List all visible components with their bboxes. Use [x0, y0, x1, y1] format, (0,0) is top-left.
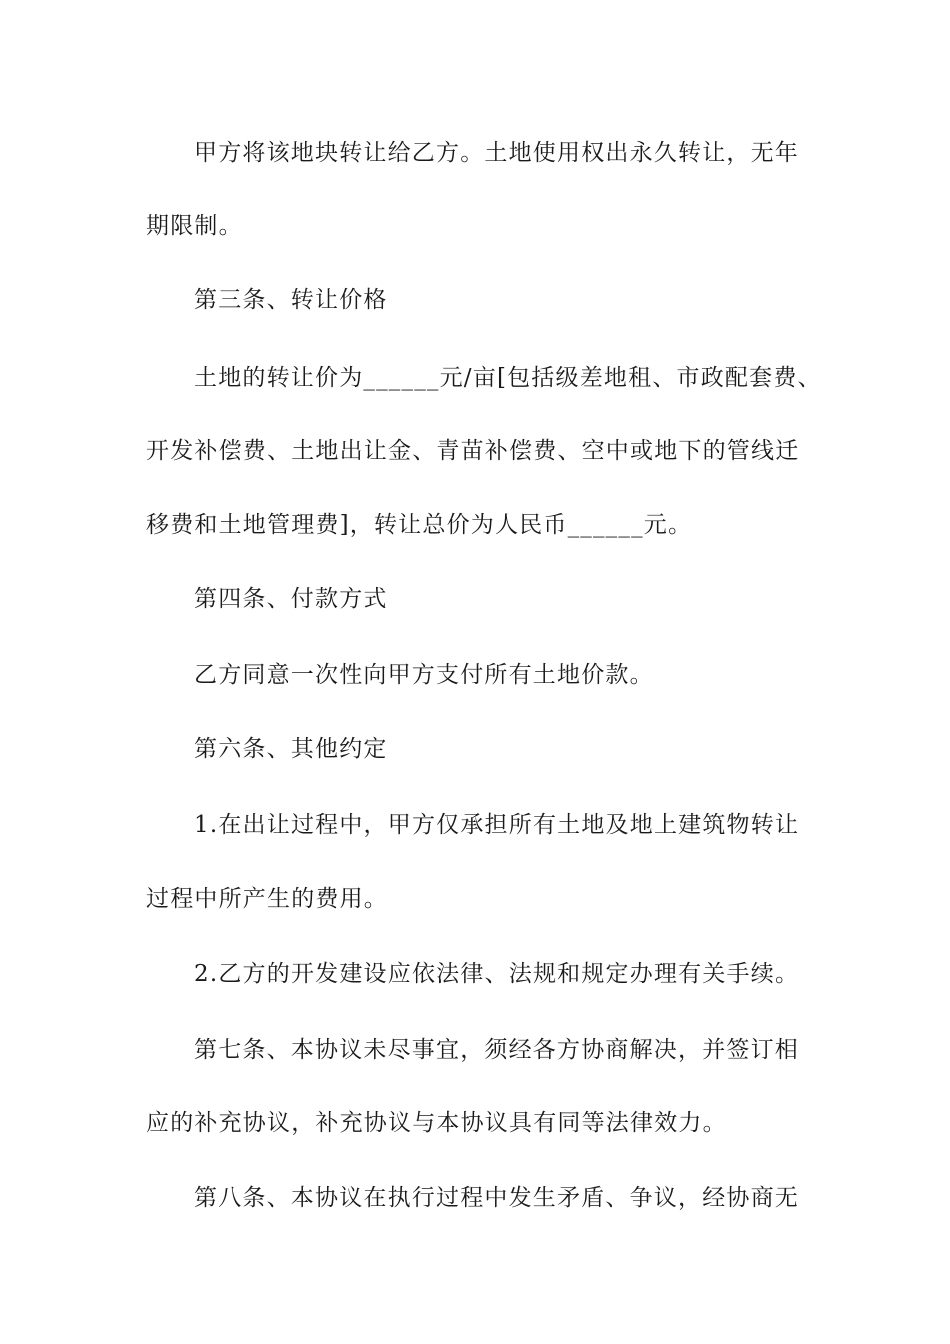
- paragraph-line: 应的补充协议，补充协议与本协议具有同等法律效力。: [146, 1110, 727, 1136]
- section-article-7: 第七条、本协议未尽事宜，须经各方协商解决，并签订相: [194, 1037, 799, 1063]
- section-article-8: 第八条、本协议在执行过程中发生矛盾、争议，经协商无: [194, 1185, 799, 1211]
- section-heading-article-4: 第四条、付款方式: [194, 586, 388, 612]
- paragraph-line: 土地的转让价为______元/亩[包括级差地租、市政配套费、: [194, 365, 822, 391]
- paragraph-line: 期限制。: [146, 213, 243, 239]
- section-heading-article-3: 第三条、转让价格: [194, 287, 388, 313]
- paragraph-line: 乙方同意一次性向甲方支付所有土地价款。: [194, 662, 654, 688]
- paragraph-line: 甲方将该地块转让给乙方。土地使用权出永久转让，无年: [194, 140, 799, 166]
- paragraph-line: 过程中所产生的费用。: [146, 886, 388, 912]
- paragraph-line: 开发补偿费、土地出让金、青苗补偿费、空中或地下的管线迁: [146, 438, 800, 464]
- list-item-2: 2.乙方的开发建设应依法律、法规和规定办理有关手续。: [194, 961, 800, 987]
- section-heading-article-6: 第六条、其他约定: [194, 736, 388, 762]
- paragraph-line: 移费和土地管理费]，转让总价为人民币______元。: [146, 512, 693, 538]
- list-item-1: 1.在出让过程中，甲方仅承担所有土地及地上建筑物转让: [194, 812, 800, 838]
